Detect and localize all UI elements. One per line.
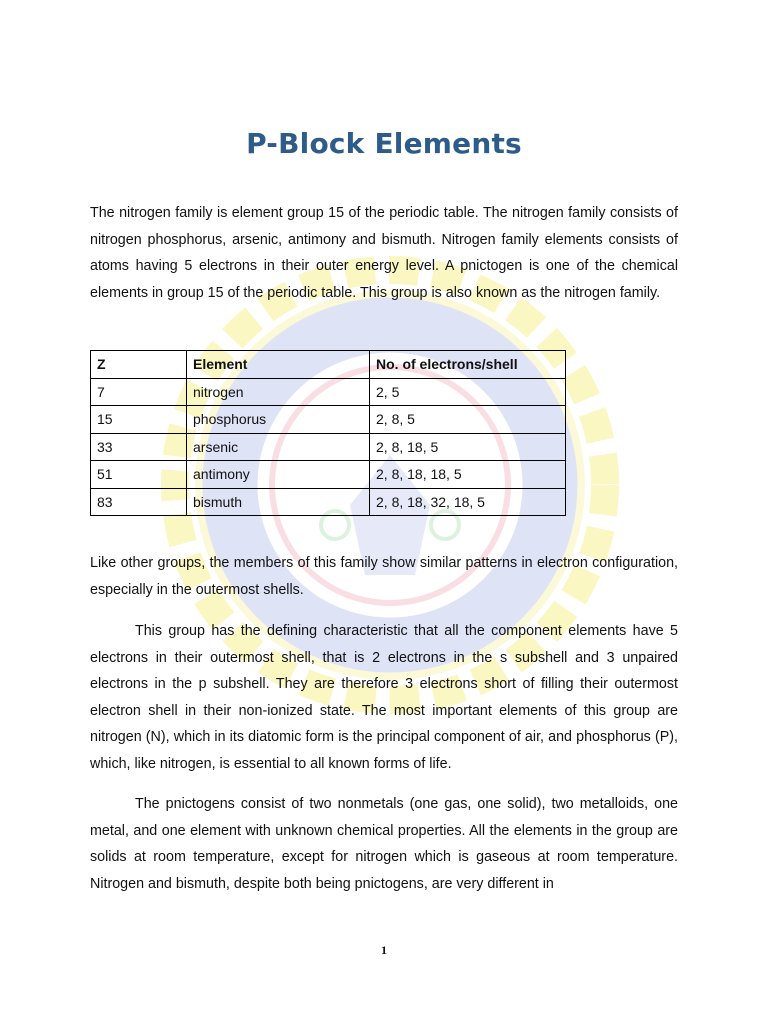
table-cell: nitrogen (187, 378, 370, 406)
table-row (91, 433, 566, 461)
table-header-cell: No. of electrons/shell (370, 351, 566, 379)
table-cell: 7 (91, 378, 187, 406)
table-cell: 83 (91, 488, 187, 516)
table-cell: 2, 8, 18, 18, 5 (370, 461, 566, 489)
table-row (91, 406, 566, 434)
table-cell: 33 (91, 433, 187, 461)
table-header-cell: Z (91, 351, 187, 379)
page-title: P-Block Elements (246, 127, 522, 160)
elements-table (90, 350, 566, 516)
table-header-row (91, 351, 566, 379)
table-cell: 2, 5 (370, 378, 566, 406)
table-cell: antimony (187, 461, 370, 489)
table-cell: 15 (91, 406, 187, 434)
page-number: 1 (381, 943, 387, 957)
intro-paragraph: The nitrogen family is element group 15 of the periodic table. The nitrogen family consists of nitrogen phosphorus, arsenic, antimony and bismuth. Nitrogen family elements consists of atoms having 5 electrons in their outer energy level. A pnictogen is one of the chemical elements in group 15 of the periodic table. This group is also known as the nitrogen family. (90, 205, 678, 301)
table-cell: 51 (91, 461, 187, 489)
table-cell: phosphorus (187, 406, 370, 434)
configuration-paragraph: Like other groups, the members of this family show similar patterns in electron configuration, especially in the outermost shells. (90, 555, 678, 598)
table-header-cell: Element (187, 351, 370, 379)
table-cell: 2, 8, 18, 5 (370, 433, 566, 461)
table-cell: arsenic (187, 433, 370, 461)
table-row (91, 461, 566, 489)
table-cell: 2, 8, 18, 32, 18, 5 (370, 488, 566, 516)
characteristic-paragraph: This group has the defining characteristic that all the component elements have 5 electrons in their outermost shell, that is 2 electrons in the s subshell and 3 unpaired electrons in the p subshell. They are therefore 3 electrons short of filling their outermost electron shell in their non-ionized state. The most important elements of this group are nitrogen (N), which in its diatomic form is the principal component of air, and phosphorus (P), which, like nitrogen, is essential to all known forms of life. (90, 623, 678, 772)
table-row (91, 378, 566, 406)
table-cell: bismuth (187, 488, 370, 516)
table-cell: 2, 8, 5 (370, 406, 566, 434)
pnictogens-paragraph: The pnictogens consist of two nonmetals (one gas, one solid), two metalloids, one metal, and one element with unknown chemical properties. All the elements in the group are solids at room temperature, except for nitrogen which is gaseous at room temperature. Nitrogen and bismuth, despite both being pnictogens, are very different in (90, 796, 678, 892)
table-row (91, 488, 566, 516)
